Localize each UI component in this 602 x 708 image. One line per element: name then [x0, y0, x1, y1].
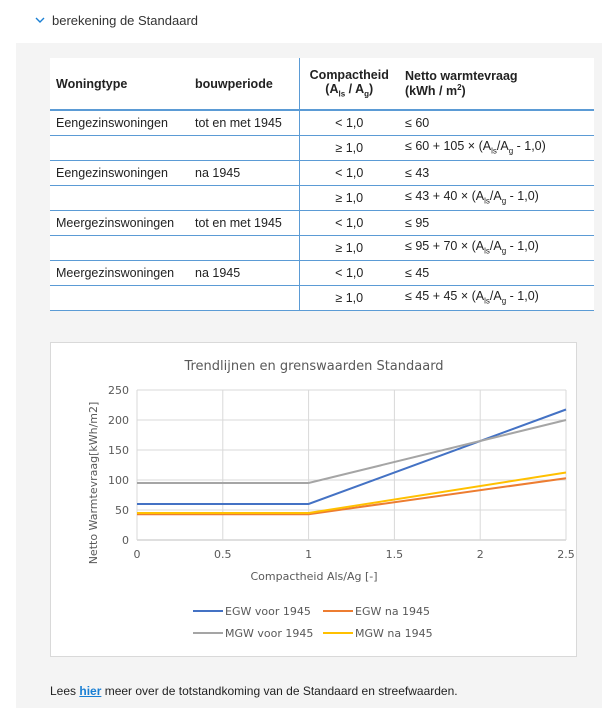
header-warmtevraag-unit: (kWh / m: [405, 84, 458, 99]
cell-woningtype: Meergezinswoningen: [50, 260, 189, 285]
cell-woningtype: Eengezinswoningen: [50, 160, 189, 185]
accordion-header[interactable]: [0, 0, 602, 40]
table-row: [50, 285, 594, 310]
legend-label: MGW voor 1945: [225, 627, 314, 640]
cell-bouwperiode: [189, 185, 299, 210]
header-compactheid-unit: (A: [325, 82, 339, 97]
value-sub-g: g: [501, 246, 507, 256]
y-tick-label: 100: [108, 474, 129, 487]
x-tick-label: 0: [133, 548, 141, 561]
header-warmtevraag-label: Netto warmtevraag: [405, 68, 518, 83]
footer-text: [50, 684, 458, 698]
table-body: [50, 110, 594, 310]
header-woningtype: Woningtype: [50, 58, 189, 110]
table-row: [50, 210, 594, 235]
cell-compactheid: < 1,0: [299, 110, 399, 135]
header-bouwperiode: bouwperiode: [189, 58, 299, 110]
header-warmtevraag-unit-end: ): [461, 84, 466, 99]
value-sub-ls: ls: [484, 296, 490, 306]
header-sub-g: g: [364, 89, 370, 99]
y-tick-label: 250: [108, 384, 129, 397]
table-header-row: [50, 58, 594, 110]
legend-label: MGW na 1945: [355, 627, 433, 640]
value-sub-ls: ls: [484, 196, 490, 206]
table-row: [50, 235, 594, 260]
value-text: ≤ 43: [405, 165, 430, 180]
cell-bouwperiode: na 1945: [189, 160, 299, 185]
cell-bouwperiode: tot en met 1945: [189, 210, 299, 235]
read-more-link[interactable]: hier: [79, 684, 102, 698]
value-text: ≤ 95: [405, 215, 430, 230]
cell-warmtevraag: [399, 160, 594, 185]
cell-bouwperiode: [189, 135, 299, 160]
table-row: [50, 160, 594, 185]
series-line-1: [137, 410, 566, 505]
cell-bouwperiode: [189, 285, 299, 310]
value-text: ≤ 45 + 45 × (A: [405, 289, 485, 304]
header-compactheid: [299, 58, 399, 110]
y-tick-label: 0: [122, 534, 129, 547]
value-sub-ls: ls: [491, 146, 497, 156]
value-sub-ls: ls: [484, 246, 490, 256]
chart-svg: [51, 343, 578, 658]
cell-compactheid: ≥ 1,0: [299, 135, 399, 160]
accordion-panel: [16, 43, 602, 708]
series-line-4: [137, 473, 566, 514]
header-compactheid-unit-mid: / A: [345, 82, 365, 97]
value-text: ≤ 43 + 40 × (A: [405, 189, 485, 204]
value-post: - 1,0): [513, 139, 546, 154]
value-sub-g: g: [508, 146, 514, 156]
cell-compactheid: ≥ 1,0: [299, 235, 399, 260]
cell-warmtevraag: [399, 235, 594, 260]
y-tick-label: 150: [108, 444, 129, 457]
cell-woningtype: Meergezinswoningen: [50, 210, 189, 235]
table-row: [50, 260, 594, 285]
cell-warmtevraag: [399, 185, 594, 210]
cell-bouwperiode: tot en met 1945: [189, 110, 299, 135]
cell-woningtype: [50, 135, 189, 160]
value-post: - 1,0): [506, 239, 539, 254]
cell-compactheid: < 1,0: [299, 210, 399, 235]
cell-warmtevraag: [399, 135, 594, 160]
cell-warmtevraag: [399, 285, 594, 310]
footer-prefix: Lees: [50, 684, 80, 698]
y-axis-label: Netto Warmtevraag[kWh/m2]: [87, 401, 100, 565]
x-tick-label: 2: [476, 548, 484, 561]
value-sub-g: g: [501, 296, 507, 306]
header-compactheid-unit-end: ): [369, 82, 374, 97]
cell-woningtype: [50, 285, 189, 310]
legend-label: EGW na 1945: [355, 605, 431, 618]
cell-warmtevraag: [399, 210, 594, 235]
x-axis-label: Compactheid Als/Ag [-]: [250, 570, 378, 583]
accordion-title: berekening de Standaard: [52, 12, 199, 28]
x-tick-label: 1: [305, 548, 313, 561]
y-tick-label: 200: [108, 414, 129, 427]
cell-woningtype: [50, 185, 189, 210]
value-sub-g: g: [501, 196, 507, 206]
header-compactheid-label: Compactheid: [309, 68, 389, 83]
value-post: - 1,0): [506, 289, 539, 304]
series-line-3: [137, 420, 566, 483]
cell-warmtevraag: [399, 260, 594, 285]
y-tick-label: 50: [115, 504, 129, 517]
value-text: ≤ 60 + 105 × (A: [405, 139, 492, 154]
x-tick-label: 2.5: [557, 548, 575, 561]
legend-label: EGW voor 1945: [225, 605, 311, 618]
cell-compactheid: < 1,0: [299, 260, 399, 285]
table-row: [50, 110, 594, 135]
value-mid: /A: [489, 189, 502, 204]
cell-woningtype: [50, 235, 189, 260]
cell-compactheid: ≥ 1,0: [299, 285, 399, 310]
trend-chart: [50, 342, 577, 657]
value-mid: /A: [496, 139, 509, 154]
value-text: ≤ 45: [405, 265, 430, 280]
value-mid: /A: [489, 239, 502, 254]
cell-bouwperiode: na 1945: [189, 260, 299, 285]
cell-bouwperiode: [189, 235, 299, 260]
value-text: ≤ 60: [405, 115, 430, 130]
value-post: - 1,0): [506, 189, 539, 204]
standaard-table: [50, 58, 594, 311]
header-sup-2: 2: [457, 82, 462, 92]
table-row: [50, 185, 594, 210]
x-tick-label: 0.5: [214, 548, 232, 561]
header-sub-ls: ls: [338, 89, 346, 99]
cell-compactheid: < 1,0: [299, 160, 399, 185]
value-text: ≤ 95 + 70 × (A: [405, 239, 485, 254]
chevron-down-icon: [34, 14, 46, 26]
chart-title: Trendlijnen en grenswaarden Standaard: [184, 359, 444, 374]
cell-woningtype: Eengezinswoningen: [50, 110, 189, 135]
table-row: [50, 135, 594, 160]
value-mid: /A: [489, 289, 502, 304]
x-tick-label: 1.5: [385, 548, 404, 561]
header-warmtevraag: [399, 58, 594, 110]
cell-compactheid: ≥ 1,0: [299, 185, 399, 210]
cell-warmtevraag: [399, 110, 594, 135]
footer-suffix: meer over de totstandkoming van de Standaard en streefwaarden.: [101, 684, 458, 698]
